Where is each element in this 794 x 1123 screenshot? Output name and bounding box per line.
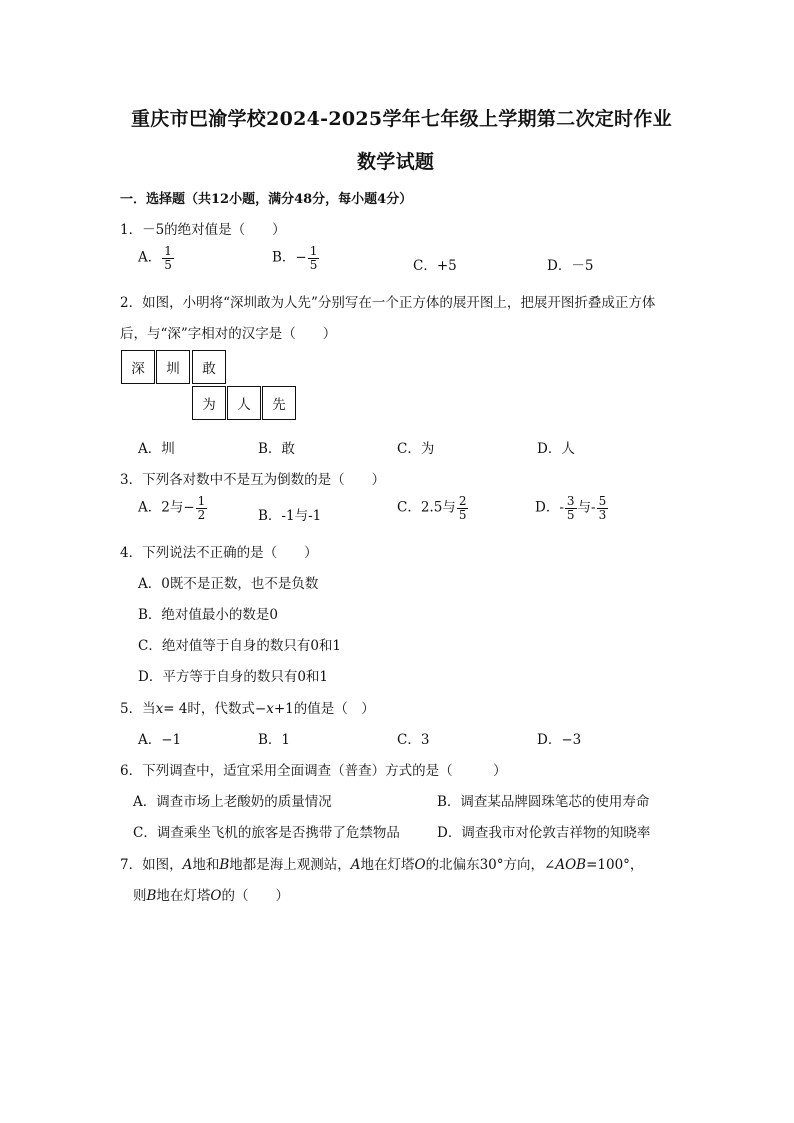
question-3-option-c (397, 495, 469, 521)
net-cell: 敢 (192, 350, 226, 384)
question-2-option-c: C．为 (397, 441, 435, 457)
question-6-option-c: C．调查乘坐飞机的旅客是否携带了危禁物品 (133, 825, 400, 841)
question-5-option-a: A．−1 (138, 732, 182, 748)
question-4-stem: 4．下列说法不正确的是（ ） (120, 545, 318, 561)
stem-text: =100°， (586, 857, 644, 873)
option-label: A． (138, 249, 162, 266)
stem-text: 则 (133, 888, 147, 904)
point-label: A (182, 857, 193, 873)
stem-text: 地和 (192, 857, 220, 873)
net-cell: 圳 (156, 350, 190, 384)
denominator: 5 (458, 507, 467, 522)
question-2-option-a: A．圳 (138, 441, 175, 457)
question-1-option-b (272, 245, 320, 271)
question-4-option-c: C．绝对值等于自身的数只有0和1 (138, 638, 342, 654)
denominator: 5 (164, 257, 172, 272)
question-2-stem-line1: 2．如图，小明将“深圳敢为人先”分别写在一个正方体的展开图上，把展开图折叠成正方体 (120, 295, 656, 311)
fraction (308, 245, 320, 271)
point-label: B (146, 888, 157, 904)
net-cell: 人 (227, 386, 261, 420)
stem-text: 的（ ） (221, 888, 289, 904)
fraction (162, 245, 174, 271)
question-4-option-d: D．平方等于自身的数只有0和1 (138, 669, 329, 685)
variable-x: x (266, 701, 274, 717)
numerator: 1 (164, 244, 172, 258)
question-4-option-a: A．0既不是正数，也不是负数 (138, 576, 319, 592)
question-1-option-d: D．－5 (547, 258, 594, 274)
denominator: 3 (598, 507, 607, 522)
stem-text: +1的值是（ ） (273, 701, 375, 717)
question-3-option-b: B．-1与-1 (258, 508, 322, 524)
option-label: B． (272, 249, 296, 266)
question-6-option-a: A．调查市场上老酸奶的质量情况 (133, 794, 332, 810)
option-label: A．2与− (138, 499, 195, 516)
stem-text: = 4时，代数式− (163, 701, 267, 717)
question-2-stem-line2: 后，与“深”字相对的汉字是（ ） (120, 326, 337, 342)
stem-text: 地都是海上观测站， (229, 857, 351, 873)
fraction (565, 495, 577, 521)
question-2-option-b: B．敢 (258, 441, 295, 457)
net-cell: 先 (262, 386, 296, 420)
question-4-option-b: B．绝对值最小的数是0 (138, 607, 279, 623)
question-6-stem: 6．下列调查中，适宜采用全面调查（普查）方式的是（ ） (120, 763, 507, 779)
point-label: B (219, 857, 230, 873)
question-3-stem: 3．下列各对数中不是互为倒数的是（ ） (120, 472, 386, 488)
question-5-option-b: B．1 (258, 732, 291, 748)
question-1-option-c: C．+5 (413, 258, 457, 274)
numerator: 1 (197, 494, 206, 508)
page-subtitle: 数学试题 (357, 151, 435, 173)
question-5-stem (120, 697, 375, 717)
fraction (597, 495, 609, 521)
question-5-option-c: C．3 (397, 732, 430, 748)
numerator: 5 (598, 494, 607, 508)
question-5-option-d: D．−3 (537, 732, 582, 748)
angle-label: AOB (555, 857, 587, 873)
net-cell: 为 (192, 386, 226, 420)
stem-text: 的北偏东30°方向，∠ (425, 857, 556, 873)
stem-text: 地在灯塔 (360, 857, 415, 873)
fraction (457, 495, 469, 521)
point-label: O (210, 888, 222, 904)
denominator: 2 (197, 507, 206, 522)
question-2-option-d: D．人 (537, 441, 575, 457)
question-3-option-a (138, 495, 208, 521)
net-cell: 深 (121, 350, 155, 384)
option-label: D．- (535, 499, 564, 516)
variable-x: x (155, 701, 164, 717)
denominator: 5 (566, 507, 575, 522)
point-label: O (414, 857, 426, 873)
question-3-option-d (535, 495, 609, 521)
section-heading: 一．选择题（共12小题，满分48分，每小题4分） (120, 192, 413, 207)
question-1-option-a (138, 245, 175, 271)
question-6-option-d: D．调查我市对伦敦吉祥物的知晓率 (437, 825, 651, 841)
question-1-stem: 1．－5的绝对值是（ ） (120, 222, 286, 238)
question-7-stem-line2 (133, 884, 289, 904)
connector-text: 与- (577, 499, 596, 516)
minus-sign: − (295, 249, 307, 266)
stem-text: 5．当 (120, 701, 156, 717)
option-label: C．2.5与 (397, 499, 456, 516)
numerator: 1 (309, 244, 318, 258)
fraction (196, 495, 208, 521)
stem-text: 地在灯塔 (156, 888, 211, 904)
numerator: 2 (458, 494, 467, 508)
stem-text: 7．如图， (120, 857, 183, 873)
question-7-stem-line1 (120, 853, 643, 873)
page-title: 重庆市巴渝学校2024-2025学年七年级上学期第二次定时作业 (131, 108, 672, 130)
numerator: 3 (566, 494, 575, 508)
denominator: 5 (309, 257, 318, 272)
question-6-option-b: B．调查某品牌圆珠笔芯的使用寿命 (437, 794, 650, 810)
point-label: A (350, 857, 361, 873)
